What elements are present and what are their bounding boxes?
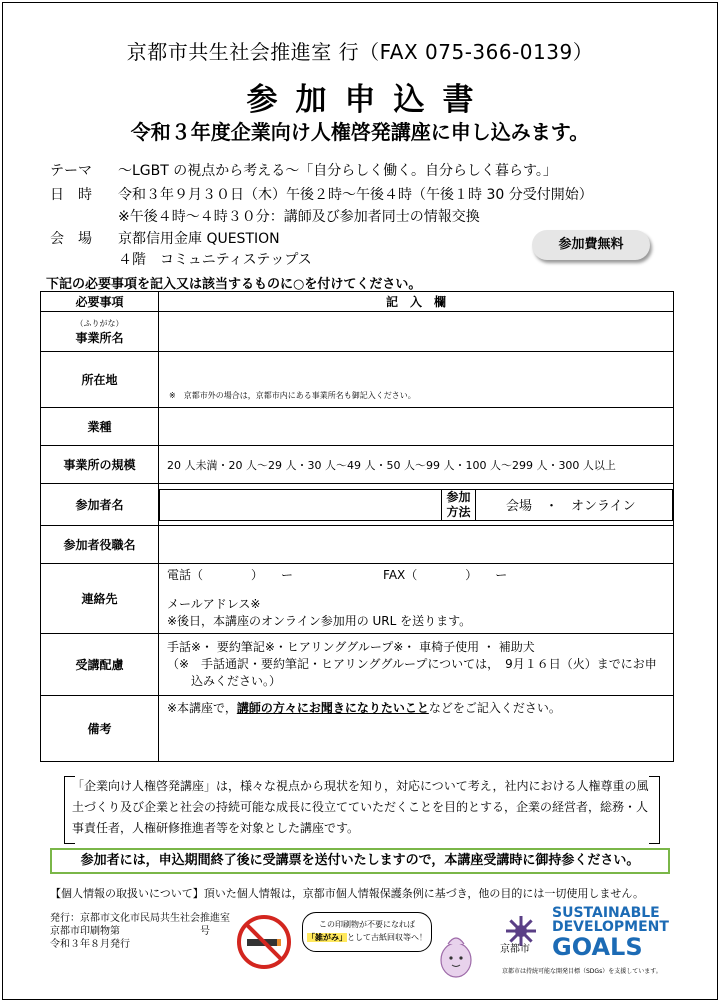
- address-note: ※ 京都市外の場合は，京都市内にある事業所名も御記入ください。: [169, 391, 416, 400]
- venue-label: 会 場: [50, 231, 92, 247]
- remarks-note-pre: ※本講座で，: [167, 701, 237, 715]
- datetime-row: [50, 184, 593, 204]
- theme-label: テーマ: [50, 163, 92, 179]
- sdgs-note: 京都市は持続可能な開発目標（SDGs）を支援しています。: [502, 968, 662, 975]
- fee-badge: 参加費無料: [532, 230, 650, 260]
- course-purpose: 「企業向け人権啓発講座」は，様々な視点から現状を知り，対応について考え，社内における人権尊重の風土づくり及び企業と社会の持続可能な成長に役立てていただくことを目的とする，企業の経営者，総務・人事責任者，人権研修推進者等を対象とした講座です。: [64, 776, 660, 842]
- issuer-line-2: 京都市印刷物第 号: [50, 926, 210, 937]
- contact-field[interactable]: [159, 564, 674, 634]
- recycle-bubble: [302, 912, 432, 952]
- application-form: [40, 291, 674, 762]
- consideration-options[interactable]: 手話※・ 要約筆記※・ヒアリンググループ※・ 車椅子使用 ・ 補助犬: [167, 640, 535, 654]
- sdgs-line-2: DEVELOPMENT: [552, 919, 669, 935]
- venue-row: [50, 228, 280, 248]
- company-name-text: 事業所名: [75, 330, 124, 345]
- industry-label: 業種: [41, 408, 159, 446]
- participant-title-label: 参加者役職名: [41, 526, 159, 564]
- consideration-note-1: （※ 手話通訳・要約筆記・ヒアリンググループについては， 9月１６日（火）までにお申: [167, 657, 657, 671]
- fax-destination: 京都市共生社会推進室 行（FAX 075-366-0139）: [126, 40, 594, 64]
- company-name-field[interactable]: [159, 312, 674, 352]
- email-field[interactable]: メールアドレス※: [167, 597, 261, 611]
- participant-title-field[interactable]: [159, 526, 674, 564]
- address-label: 所在地: [41, 352, 159, 408]
- participant-name-label: 参加者名: [41, 484, 159, 526]
- sdgs-line-3: GOALS: [552, 933, 643, 961]
- recycle-line-1: この印刷物が不要になれば: [319, 920, 415, 929]
- form-instruction: 下記の必要事項を記入又は該当するものに○を付けてください。: [46, 277, 422, 292]
- no-smoking-icon: [236, 914, 292, 970]
- participant-name-field[interactable]: [160, 489, 442, 520]
- remarks-label: 備考: [41, 696, 159, 762]
- page-title: 参加申込書: [246, 82, 492, 118]
- privacy-notice: 【個人情報の取扱いについて】頂いた個人情報は，京都市個人情報保護条例に基づき，他の目的には一切使用しません。: [50, 887, 644, 900]
- issuer-line-1: 発行：京都市文化市民局共生社会推進室: [50, 913, 230, 924]
- issuer-line-3: 令和３年８月発行: [50, 939, 130, 950]
- issuer-info: [50, 912, 230, 951]
- fax-field[interactable]: FAX（ ） ー: [383, 568, 508, 582]
- remarks-note-post: などをご記入ください。: [428, 701, 561, 715]
- industry-field[interactable]: [159, 408, 674, 446]
- tel-field[interactable]: 電話（ ） ー: [167, 568, 294, 582]
- theme-row: [50, 160, 557, 180]
- email-note: ※後日，本講座のオンライン参加用の URL を送ります。: [167, 614, 472, 628]
- consideration-note-2: 込みください。）: [191, 674, 282, 688]
- theme-value: ～LGBT の視点から考える～「自分らしく働く。自分らしく暮らす。」: [118, 163, 557, 179]
- furigana-label: （ふりがな）: [75, 318, 124, 328]
- scale-label: 事業所の規模: [41, 446, 159, 484]
- col-entry-header: 記 入 欄: [159, 292, 674, 312]
- company-name-label: [41, 312, 159, 352]
- sdgs-line-1: SUSTAINABLE: [552, 905, 660, 921]
- scale-options[interactable]: 20 人未満・20 人～29 人・30 人～49 人・50 人～99 人・100 人～299 人・300 人以上: [159, 446, 674, 484]
- recycle-highlight: 「雑がみ」: [307, 933, 347, 942]
- city-logo-text: 京都市: [500, 944, 530, 955]
- page-subtitle: 令和３年度企業向け人権啓発講座に申し込みます。: [130, 120, 590, 144]
- col-required-header: 必要事項: [41, 292, 159, 312]
- ticket-notice: 参加者には，申込期間終了後に受講票を送付いたしますので，本講座受講時に御持参ください。: [50, 848, 670, 874]
- consideration-label: 受講配慮: [41, 634, 159, 696]
- remarks-note-emphasis: 講師の方々にお聞きになりたいこと: [236, 701, 429, 715]
- address-field[interactable]: [159, 352, 674, 408]
- contact-label: 連絡先: [41, 564, 159, 634]
- datetime-note: ※午後４時～４時３０分：講師及び参加者同士の情報交換: [118, 209, 480, 225]
- remarks-field[interactable]: [159, 696, 674, 762]
- participant-name-row: [159, 484, 674, 526]
- method-options[interactable]: 会場 ・ オンライン: [476, 489, 673, 520]
- datetime-value: 令和３年９月３０日（木）午後２時～午後４時（午後１時 30 分受付開始）: [118, 187, 593, 203]
- mascot-icon: [436, 930, 476, 980]
- consideration-field[interactable]: [159, 634, 674, 696]
- method-label: 参加方法: [442, 489, 476, 520]
- recycle-line-2: として古紙回収等へ！: [347, 933, 427, 942]
- venue-value: 京都信用金庫 QUESTION: [118, 231, 280, 247]
- datetime-label: 日 時: [50, 187, 92, 203]
- sdgs-logo: [552, 906, 669, 960]
- venue-floor: ４階 コミュニティステップス: [118, 252, 312, 268]
